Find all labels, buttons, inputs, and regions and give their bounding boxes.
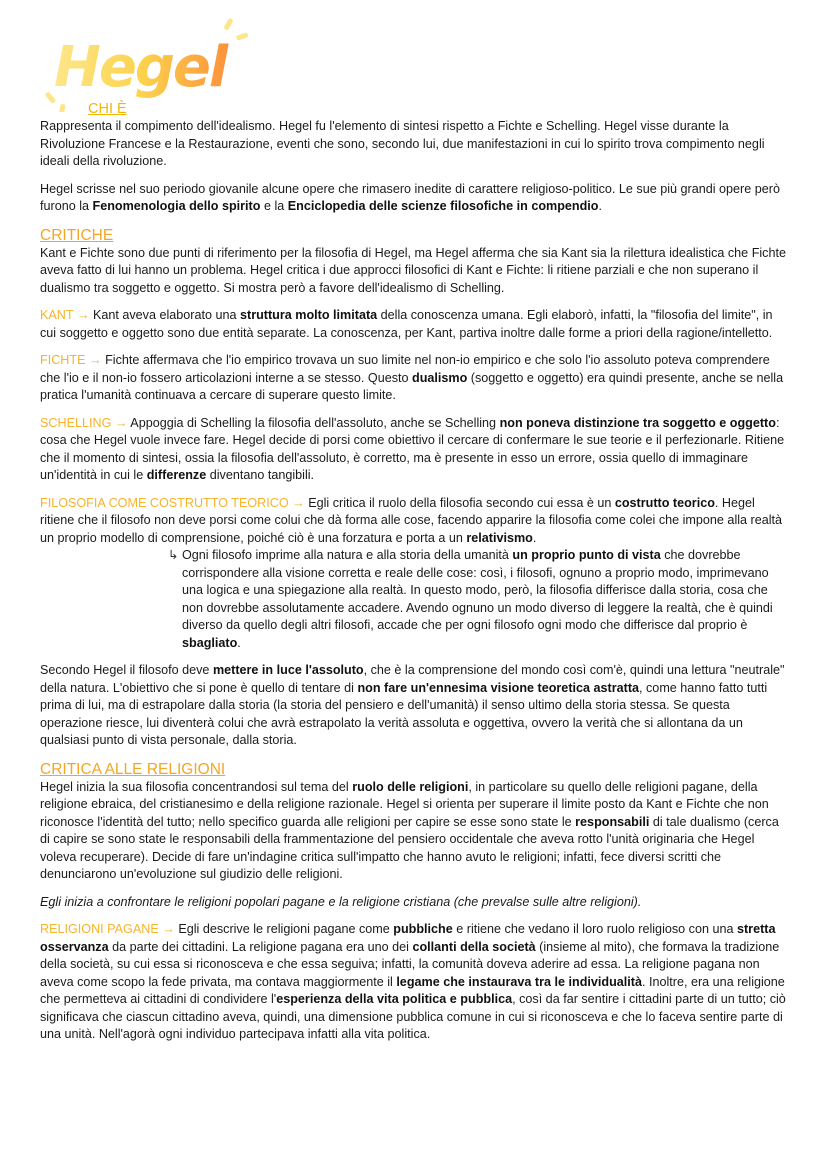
filosofia-paragraph: FILOSOFIA COME COSTRUTTO TEORICO → Egli critica il ruolo della filosofia secondo cui essa è un costrutto teorico. Hegel ritiene che il filosofo non deve porsi come colui che dà forma alle cose, facendo apparire la filosofia come colei che impone alla realtà un proprio modello di comprensione, poiché ciò è una forzatura e porta a un relativismo. [40, 495, 783, 545]
logo-title: Hegel [54, 35, 227, 100]
schelling-paragraph: SCHELLING → Appoggia di Schelling la filosofia dell'assoluto, anche se Schelling non poneva distinzione tra soggetto e oggetto: cosa che Hegel vuole invece fare. Hegel decide di porsi come obiettivo il cercare di confermare le sue teorie e il perfezionarle. Ritiene che il momento di sintesi, ossia la filosofia dell'assoluto, è corretto, ma è presente in esso un errore, ossia quello di immaginare un'identità in cui le differenze diventano tangibili. [40, 415, 785, 482]
schelling-tag: SCHELLING → [40, 415, 128, 430]
sub-point-text: Ogni filosofo imprime alla natura e alla storia della umanità un proprio punto di vista che dovrebbe corrispondere alla visione corretta e reale delle cose: così, i filosofi, ognuno a proprio modo, imprimevano una logica e una spiegazione alla realtà. In questo modo, però, la filosofia differisce dalla storia, cosa che non dovrebbe assolutamente accadere. Avendo ognuno un modo diverso di leggere la realtà, che è quindi diverso da quello degli altri filosofi, accade che per ogni filosofo ogni modo che differisce dal proprio è sbagliato. [182, 548, 773, 650]
religioni-pagane-paragraph: RELIGIONI PAGANE → Egli descrive le religioni pagane come pubbliche e ritiene che vedano il loro ruolo religioso con una stretta osservanza da parte dei cittadini. La religione pagana era uno dei collanti della società (insieme al mito), che formava la tradizione della società, su cui essa si riconosceva e che essa seguiva; infatti, la comunità doveva aderire ad essa. La religione pagana non aveva come scopo la fede privata, ma contava maggiormente il legame che instaurava tra le individualità. Inoltre, era una religione che permetteva ai cittadini di condividere l'esperienza della vita politica e pubblica, così da far sentire i cittadini parte di un tutto; ciò significava che ciascun cittadino aveva, quindi, una dimensione pubblica comune in cui si riconosceva e che lo faceva sentire parte di una unità. Nell'agorà ogni individuo partecipava infatti alla vita politica. [40, 922, 786, 1041]
italic-paragraph: Egli inizia a confrontare le religioni popolari pagane e la religione cristiana (che prevalse sulle altre religioni). [40, 894, 642, 909]
hegel-logo [40, 12, 260, 112]
kant-tag: KANT → [40, 308, 90, 322]
fichte-paragraph: FICHTE → Fichte affermava che l'io empirico trovava un suo limite nel non-io empirico e che solo l'io assoluto poteva comprendere che l'io e il non-io fossero articolazioni interne a se stesso. Questo dualismo (soggetto e oggetto) era quindi presente, anche se nella pratica l'umanità continuava a cercare di superare questo limite. [40, 353, 784, 402]
secondo-hegel-paragraph: Secondo Hegel il filosofo deve mettere in luce l'assoluto, che è la comprensione del mondo così com'è, quindi una lettura "neutrale" della natura. L'obiettivo che si pone è quello di tentare di non fare un'ennesima visione teoretica astratta, come hanno fatto tutti prima di lui, ma di estrapolare dalla storia (la storia del pensiero e dell'umanità) il senso ultimo della storia stessa. Se questa operazione riesce, lui diventerà colui che avrà estrapolato la verità assoluta e oggettiva, ovvero la verità che si allontana da un qualsiasi punto di vista personale, dalla storia. [40, 663, 785, 747]
heading-critiche: CRITICHE [40, 226, 114, 244]
religioni-paragraph: Hegel inizia la sua filosofia concentrandosi sul tema del ruolo delle religioni, in particolare su quello delle religioni pagane, della religione ebraica, del cristianesimo e della religione razionale. Hegel si orienta per superare il limite posto da Kant e Fichte che non riconosce l'identità del tutto; nello specifico guarda alle religioni per capire se esse sono state le responsabili di tale dualismo (cerca di capire se sono state le responsabili della frammentazione del pensiero occidentale che aveva rotto l'unità originaria che Hegel voleva recuperare). Decide di fare un'indagine critica sull'impatto che hanno avuto le religioni; infatti, fece diversi scritti che denunciarono un'evoluzione sul giudizio delle religioni. [40, 779, 779, 881]
return-arrow-icon: ↳ [168, 548, 179, 562]
heading-chi-e: CHI È [88, 101, 127, 117]
critiche-paragraph: Kant e Fichte sono due punti di riferimento per la filosofia di Hegel, ma Hegel afferma che sia Kant sia la rilettura idealistica che Fichte aveva fatto di lui hanno un problema. Hegel critica i due approcci filosofici di Kant e Fichte: li ritiene parziali e che non superano il dualismo tra soggetto e oggetto. Si mostra però a favore dell'idealismo di Schelling. [40, 245, 786, 295]
fichte-tag: FICHTE → [40, 353, 102, 367]
filosofia-tag: FILOSOFIA COME COSTRUTTO TEORICO → [40, 495, 305, 510]
chi-paragraph-2: Hegel scrisse nel suo periodo giovanile alcune opere che rimasero inedite di carattere religioso-politico. Le sue più grandi opere però furono la Fenomenologia dello spirito e la Enciclopedia delle scienze filosofiche in compendio. [40, 181, 780, 213]
chi-paragraph-1: Rappresenta il compimento dell'idealismo. Hegel fu l'elemento di sintesi rispetto a Fichte e Schelling. Hegel visse durante la Rivoluzione Francese e la Restaurazione, eventi che sono, secondo lui, due manifestazioni in cui lo spirito trova compimento negli ideali della rivoluzione. [40, 119, 765, 168]
kant-paragraph: KANT → Kant aveva elaborato una struttura molto limitata della conoscenza umana. Egli elaborò, infatti, la "filosofia del limite", in cui soggetto e oggetto sono due entità separate. La conoscenza, per Kant, partiva inoltre dalle forme a priori della ragione/intelletto. [40, 308, 773, 340]
heading-critica-religioni: CRITICA ALLE RELIGIONI [40, 760, 226, 778]
document-body [40, 100, 792, 1044]
sub-point [168, 547, 792, 652]
religioni-pagane-tag: RELIGIONI PAGANE → [40, 922, 175, 936]
